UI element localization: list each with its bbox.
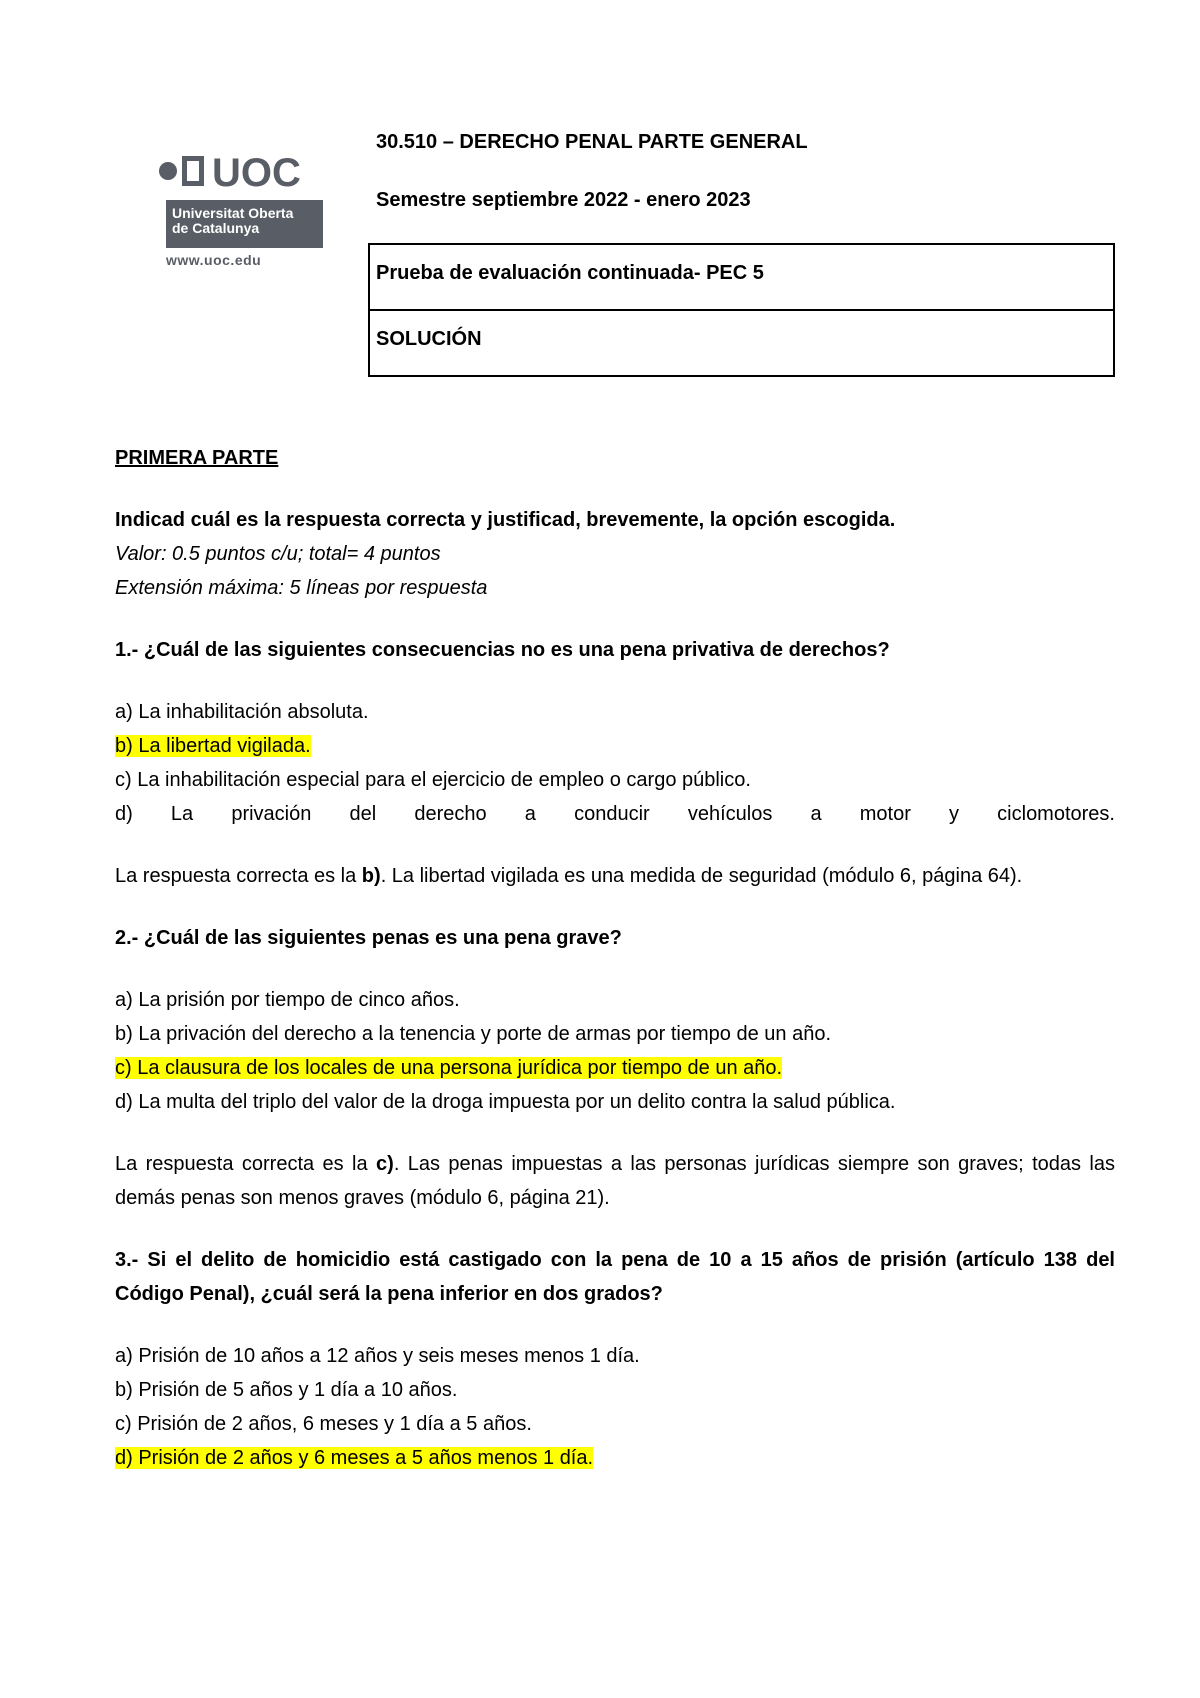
document-body [115, 441, 1115, 1475]
section-extension: Extensión máxima: 5 líneas por respuesta [115, 577, 488, 599]
q1-option-b: b) La libertad vigilada. [115, 735, 311, 757]
logo-wordmark: UOC [212, 151, 301, 195]
q2-option-d: d) La multa del triplo del valor de la droga impuesta por un delito contra la salud pública. [115, 1091, 896, 1113]
evaluation-box [368, 243, 1115, 377]
course-title: 30.510 – DERECHO PENAL PARTE GENERAL [376, 131, 808, 153]
q3-option-a: a) Prisión de 10 años a 12 años y seis meses menos 1 día. [115, 1345, 640, 1367]
section-value: Valor: 0.5 puntos c/u; total= 4 puntos [115, 543, 441, 565]
q1-option-d: d) La privación del derecho a conducir vehículos a motor y ciclomotores. [115, 803, 1115, 825]
logo-line-2: de Catalunya [172, 220, 260, 236]
q1-option-a: a) La inhabilitación absoluta. [115, 701, 369, 723]
q3-option-b: b) Prisión de 5 años y 1 día a 10 años. [115, 1379, 458, 1401]
q2-answer: La respuesta correcta es la c). Las penas impuestas a las personas jurídicas siempre son graves; todas las demás penas son menos graves (módulo 6, página 21). [115, 1153, 1115, 1209]
box-subtitle: SOLUCIÓN [376, 328, 482, 350]
uoc-logo [158, 150, 323, 270]
question-2: 2.- ¿Cuál de las siguientes penas es una pena grave? [115, 927, 622, 949]
section-title: PRIMERA PARTE [115, 447, 279, 469]
question-1: 1.- ¿Cuál de las siguientes consecuencias no es una pena privativa de derechos? [115, 639, 890, 661]
box-title: Prueba de evaluación continuada- PEC 5 [370, 245, 1113, 311]
section-instruction: Indicad cuál es la respuesta correcta y justificad, brevemente, la opción escogida. [115, 509, 896, 531]
q3-option-c: c) Prisión de 2 años, 6 meses y 1 día a 5 años. [115, 1413, 532, 1435]
uoc-wordmark-icon [158, 150, 323, 198]
question-3: 3.- Si el delito de homicidio está castigado con la pena de 10 a 15 años de prisión (artículo 138 del Código Penal), ¿cuál será la pena inferior en dos grados? [115, 1249, 1115, 1305]
logo-name-box [166, 200, 323, 248]
semester-label: Semestre septiembre 2022 - enero 2023 [376, 189, 751, 211]
q1-answer: La respuesta correcta es la b). La libertad vigilada es una medida de seguridad (módulo 6, página 64). [115, 865, 1023, 887]
q3-option-d: d) Prisión de 2 años y 6 meses a 5 años menos 1 día. [115, 1447, 594, 1469]
q2-option-b: b) La privación del derecho a la tenencia y porte de armas por tiempo de un año. [115, 1023, 831, 1045]
logo-line-1: Universitat Oberta [172, 205, 294, 221]
q2-option-a: a) La prisión por tiempo de cinco años. [115, 989, 460, 1011]
logo-url: www.uoc.edu [166, 252, 262, 268]
q1-option-c: c) La inhabilitación especial para el ejercicio de empleo o cargo público. [115, 769, 751, 791]
q2-option-c: c) La clausura de los locales de una persona jurídica por tiempo de un año. [115, 1057, 783, 1079]
